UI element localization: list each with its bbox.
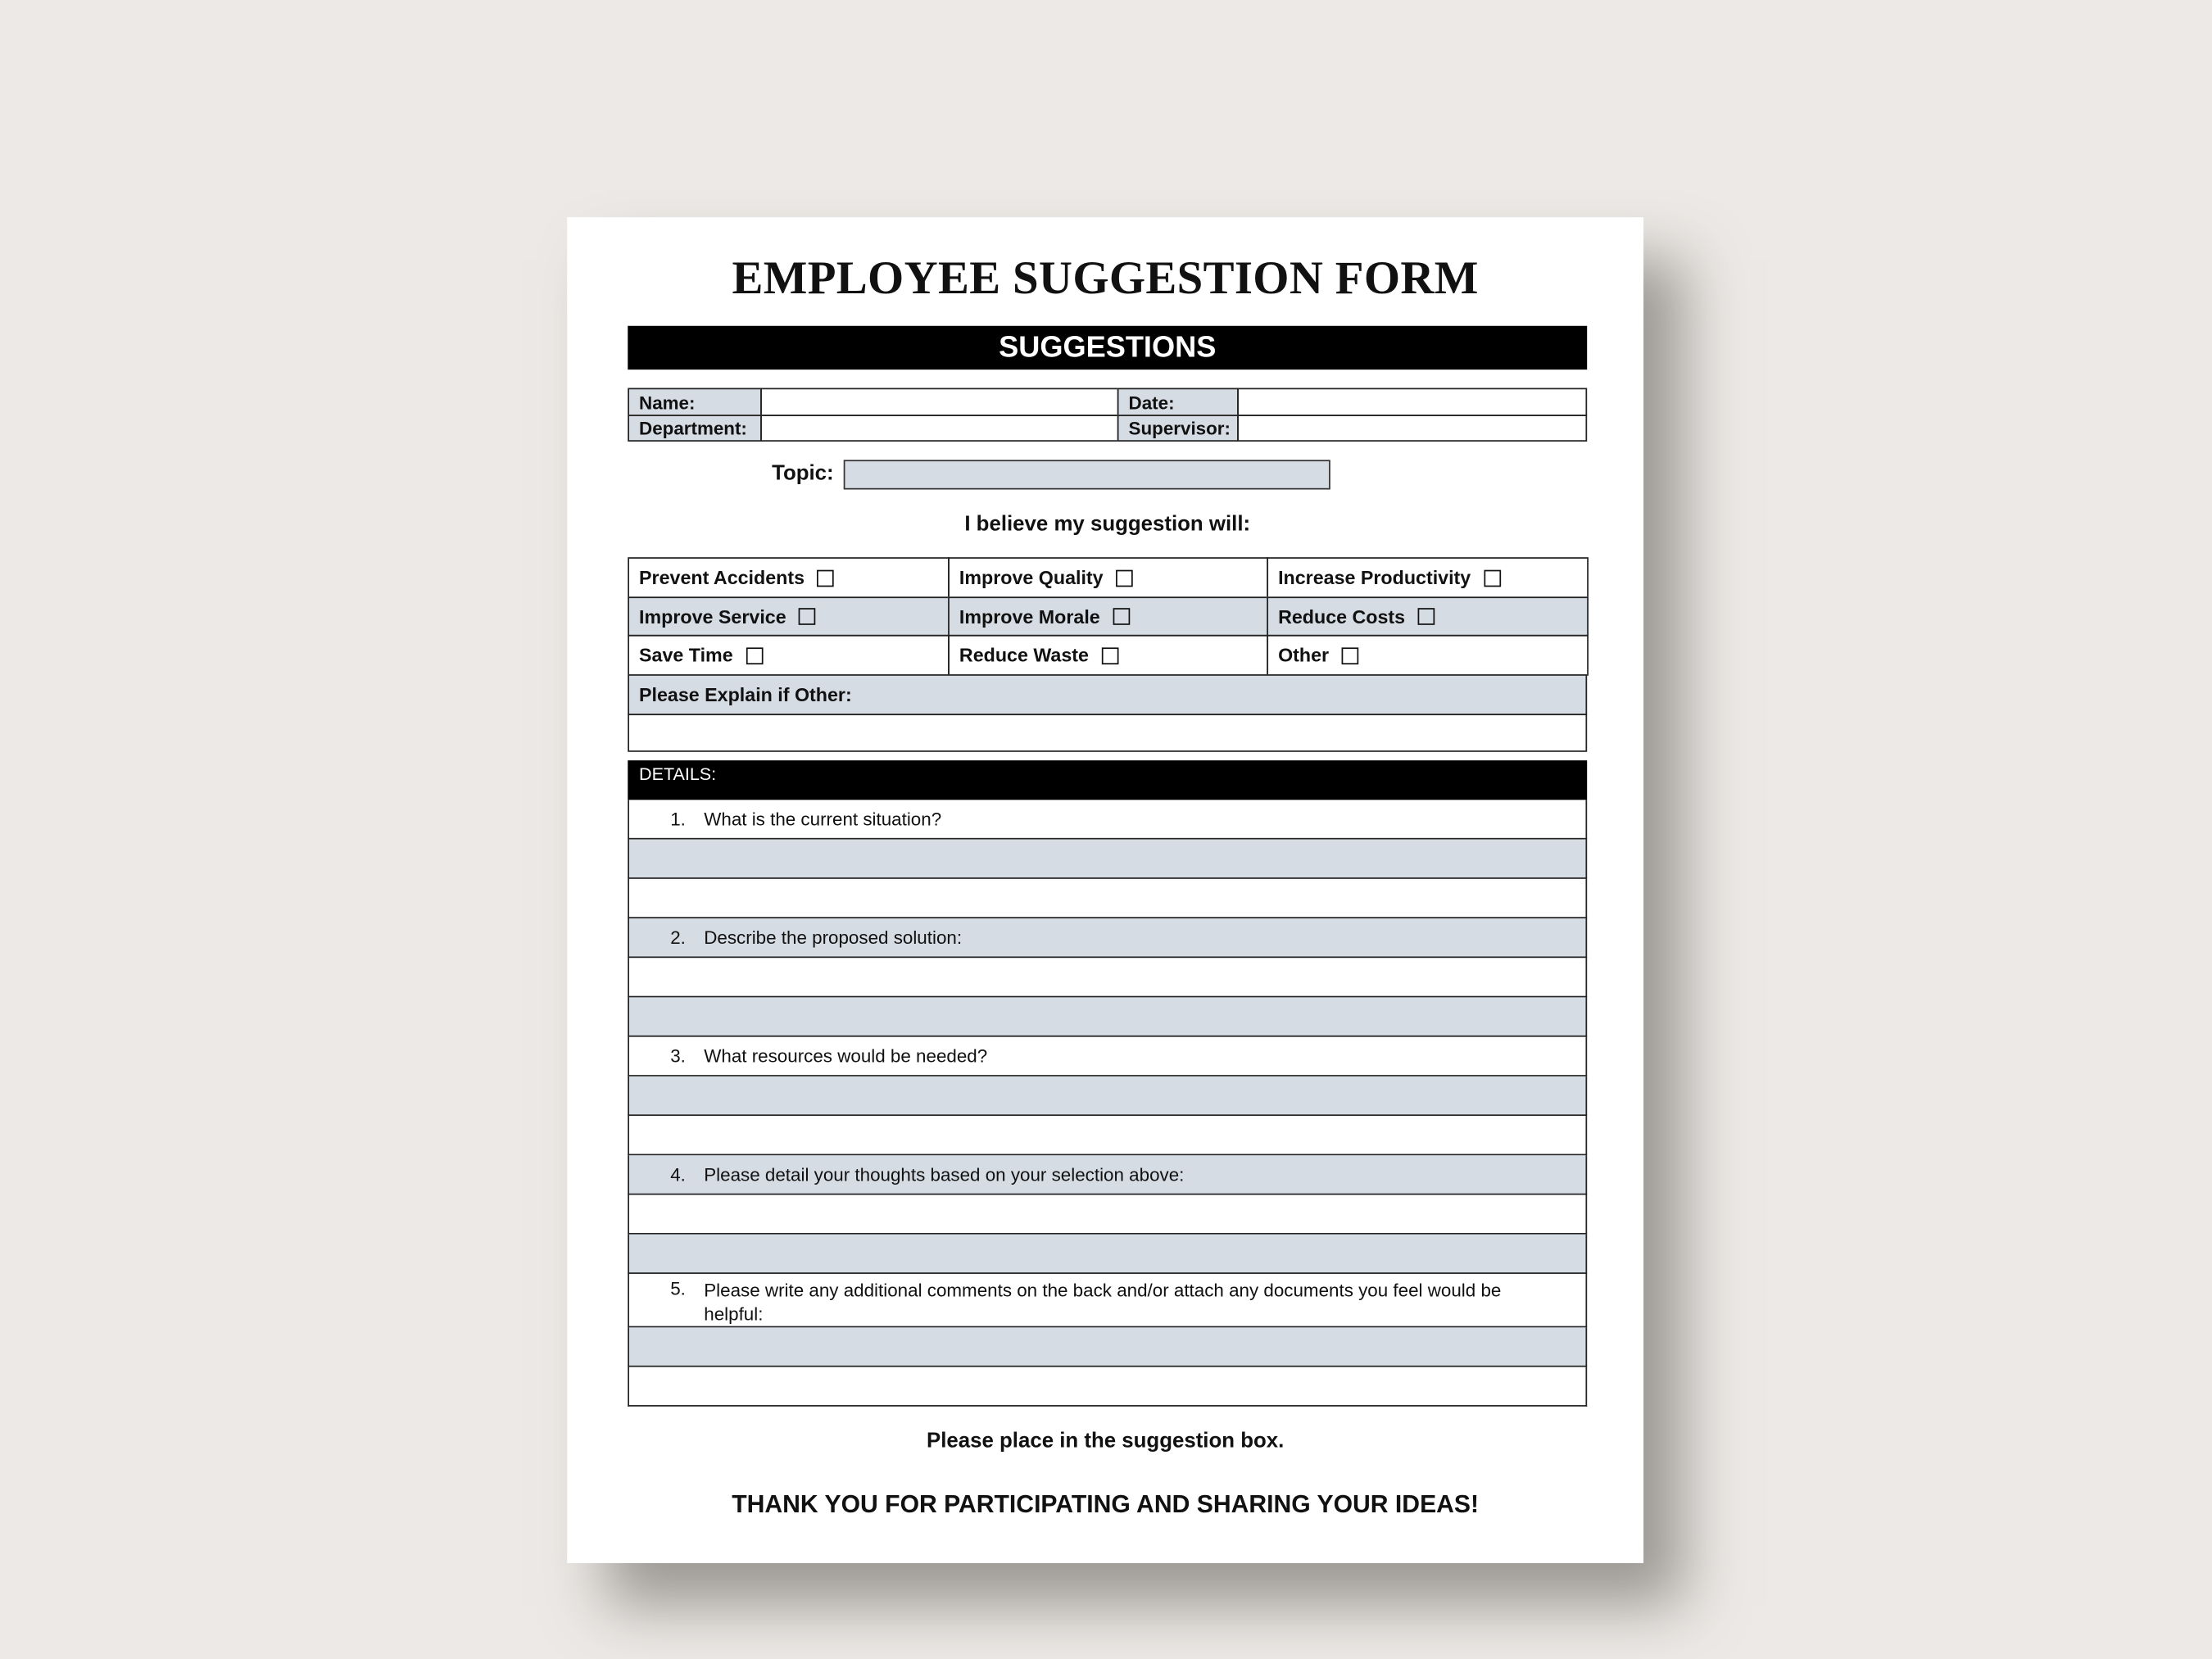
option-save-time[interactable] (628, 635, 950, 676)
question-row (628, 1037, 1587, 1077)
footer-note: Please place in the suggestion box. (926, 1429, 1285, 1453)
option-improve-quality[interactable] (948, 557, 1268, 598)
explain-other-label: Please Explain if Other: (628, 674, 1587, 715)
option-prevent-accidents[interactable] (628, 557, 950, 598)
answer-line[interactable] (628, 840, 1587, 879)
department-label: Department: (628, 415, 762, 442)
option-label: Prevent Accidents (639, 567, 805, 589)
question-row (628, 918, 1587, 958)
answer-line[interactable] (628, 1194, 1587, 1234)
question-row (628, 800, 1587, 839)
checkbox-icon[interactable] (746, 647, 763, 664)
answer-line[interactable] (628, 958, 1587, 997)
name-field[interactable] (760, 388, 1118, 416)
checkbox-icon[interactable] (1116, 569, 1133, 587)
question-number: 2. (670, 927, 686, 949)
checkbox-icon[interactable] (1101, 647, 1118, 664)
option-improve-service[interactable] (628, 596, 950, 636)
checkbox-icon[interactable] (1113, 608, 1130, 625)
question-number: 5. (670, 1278, 686, 1299)
explain-other-field[interactable] (628, 714, 1587, 751)
checkbox-icon[interactable] (799, 608, 816, 625)
question-text: Please write any additional comments on the back and/or attach any documents you feel would be helpful: (704, 1279, 1502, 1325)
question-number: 4. (670, 1163, 686, 1185)
supervisor-label: Supervisor: (1117, 415, 1239, 442)
believe-heading: I believe my suggestion will: (964, 512, 1251, 537)
answer-line[interactable] (628, 1235, 1587, 1274)
supervisor-field[interactable] (1237, 415, 1587, 442)
option-label: Improve Quality (959, 567, 1104, 589)
form-title: EMPLOYEE SUGGESTION FORM (732, 253, 1479, 305)
question-row (628, 1155, 1587, 1194)
topic-label: Topic: (772, 461, 834, 486)
question-text: What is the current situation? (704, 808, 942, 830)
answer-line[interactable] (628, 1327, 1587, 1367)
option-label: Other (1278, 644, 1330, 666)
checkbox-icon[interactable] (1418, 608, 1435, 625)
answer-line[interactable] (628, 997, 1587, 1036)
option-reduce-costs[interactable] (1267, 596, 1589, 636)
option-label: Increase Productivity (1278, 567, 1471, 589)
topic-field[interactable] (844, 460, 1330, 489)
details-header: DETAILS: (628, 760, 1587, 800)
name-label: Name: (628, 388, 762, 416)
answer-line[interactable] (628, 1077, 1587, 1116)
option-label: Save Time (639, 644, 733, 666)
checkbox-icon[interactable] (1342, 647, 1359, 664)
question-number: 1. (670, 808, 686, 830)
date-field[interactable] (1237, 388, 1587, 416)
option-improve-morale[interactable] (948, 596, 1268, 636)
option-increase-productivity[interactable] (1267, 557, 1589, 598)
question-text: What resources would be needed? (704, 1045, 988, 1067)
question-text: Please detail your thoughts based on your selection above: (704, 1163, 1185, 1185)
date-label: Date: (1117, 388, 1239, 416)
option-reduce-waste[interactable] (948, 635, 1268, 676)
option-other[interactable] (1267, 635, 1589, 676)
checkbox-icon[interactable] (818, 569, 835, 587)
answer-line[interactable] (628, 879, 1587, 918)
question-number: 3. (670, 1045, 686, 1067)
suggestions-header: SUGGESTIONS (628, 326, 1587, 369)
answer-line[interactable] (628, 1367, 1587, 1407)
department-field[interactable] (760, 415, 1118, 442)
option-label: Improve Morale (959, 605, 1100, 628)
question-text: Describe the proposed solution: (704, 927, 963, 949)
footer-thanks: THANK YOU FOR PARTICIPATING AND SHARING YOUR IDEAS! (732, 1489, 1480, 1518)
checkbox-icon[interactable] (1484, 569, 1501, 587)
answer-line[interactable] (628, 1116, 1587, 1155)
option-label: Reduce Waste (959, 644, 1089, 666)
option-label: Reduce Costs (1278, 605, 1406, 628)
question-row (628, 1274, 1587, 1327)
option-label: Improve Service (639, 605, 786, 628)
